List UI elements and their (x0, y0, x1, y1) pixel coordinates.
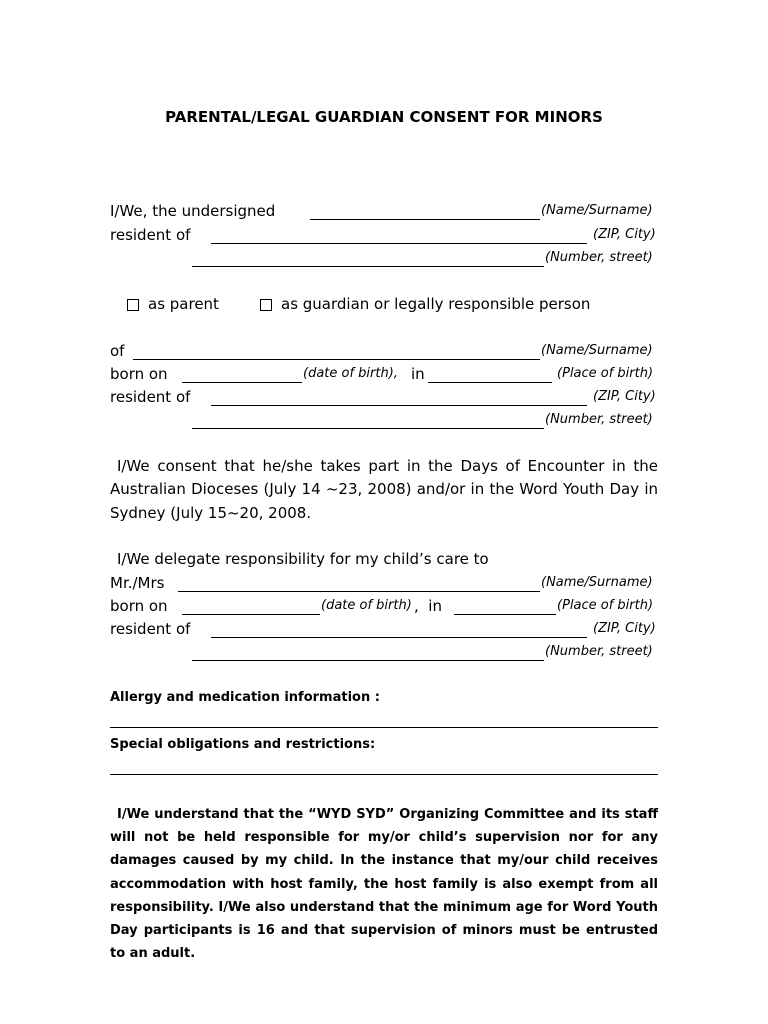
hint-number-street: (Number, street) (545, 250, 653, 265)
delegate-dob-field[interactable] (182, 614, 320, 615)
parent-checkbox-label: as parent (148, 295, 219, 313)
hint-zip-city: (ZIP, City) (593, 621, 656, 636)
born-on-label: born on (110, 597, 168, 615)
hint-name-surname: (Name/Surname) (541, 203, 653, 218)
guardian-checkbox-label: as guardian or legally responsible person (281, 295, 591, 313)
mr-mrs-label: Mr./Mrs (110, 574, 165, 592)
child-pob-field[interactable] (428, 382, 552, 383)
guardian-checkbox[interactable] (260, 299, 272, 311)
delegate-zip-field[interactable] (211, 637, 587, 638)
hint-name-surname: (Name/Surname) (541, 343, 653, 358)
consent-paragraph: I/We consent that he/she takes part in the Days of Encounter in the Australian Dioceses (July 14 ~23, 2008) and/or in the Word Youth Day in Sydney (July 15~20, 2008. (110, 457, 658, 522)
special-obligations-label: Special obligations and restrictions: (110, 737, 376, 752)
parent-checkbox[interactable] (127, 299, 139, 311)
special-obligations-field[interactable] (110, 774, 658, 775)
hint-zip-city: (ZIP, City) (593, 389, 656, 404)
hint-date-of-birth: (date of birth) (321, 598, 412, 613)
in-label: , in (414, 597, 442, 615)
delegate-text: I/We delegate responsibility for my child’s care to (117, 550, 489, 568)
resident-label: resident of (110, 226, 191, 244)
hint-date-of-birth: (date of birth), (303, 366, 398, 381)
hint-name-surname: (Name/Surname) (541, 575, 653, 590)
resident-zip-field[interactable] (211, 243, 587, 244)
allergy-field[interactable] (110, 727, 658, 728)
in-label: in (411, 365, 425, 383)
allergy-label: Allergy and medication information : (110, 690, 380, 705)
resident-street-field[interactable] (192, 266, 544, 267)
resident-label: resident of (110, 620, 191, 638)
child-street-field[interactable] (192, 428, 544, 429)
of-label: of (110, 342, 125, 360)
delegate-pob-field[interactable] (454, 614, 556, 615)
child-zip-field[interactable] (211, 405, 587, 406)
born-on-label: born on (110, 365, 168, 383)
child-name-field[interactable] (133, 359, 540, 360)
undersigned-name-field[interactable] (310, 219, 540, 220)
form-title: PARENTAL/LEGAL GUARDIAN CONSENT FOR MINORS (165, 108, 603, 126)
delegate-name-field[interactable] (178, 591, 540, 592)
undersigned-label: I/We, the undersigned (110, 202, 276, 220)
resident-label: resident of (110, 388, 191, 406)
hint-place-of-birth: (Place of birth) (557, 598, 654, 613)
child-dob-field[interactable] (182, 382, 302, 383)
delegate-street-field[interactable] (192, 660, 544, 661)
disclaimer-paragraph: I/We understand that the “WYD SYD” Organizing Committee and its staff will not be held responsible for my/or child’s supervision nor for any damages caused by my child. In the instance that my/our child receives accommodation with host family, the host family is also exempt from all responsibility. I/We also understand that the minimum age for Word Youth Day participants is 16 and that supervision of minors must be entrusted to an adult. (110, 807, 658, 962)
hint-zip-city: (ZIP, City) (593, 227, 656, 242)
hint-place-of-birth: (Place of birth) (557, 366, 654, 381)
hint-number-street: (Number, street) (545, 412, 653, 427)
hint-number-street: (Number, street) (545, 644, 653, 659)
